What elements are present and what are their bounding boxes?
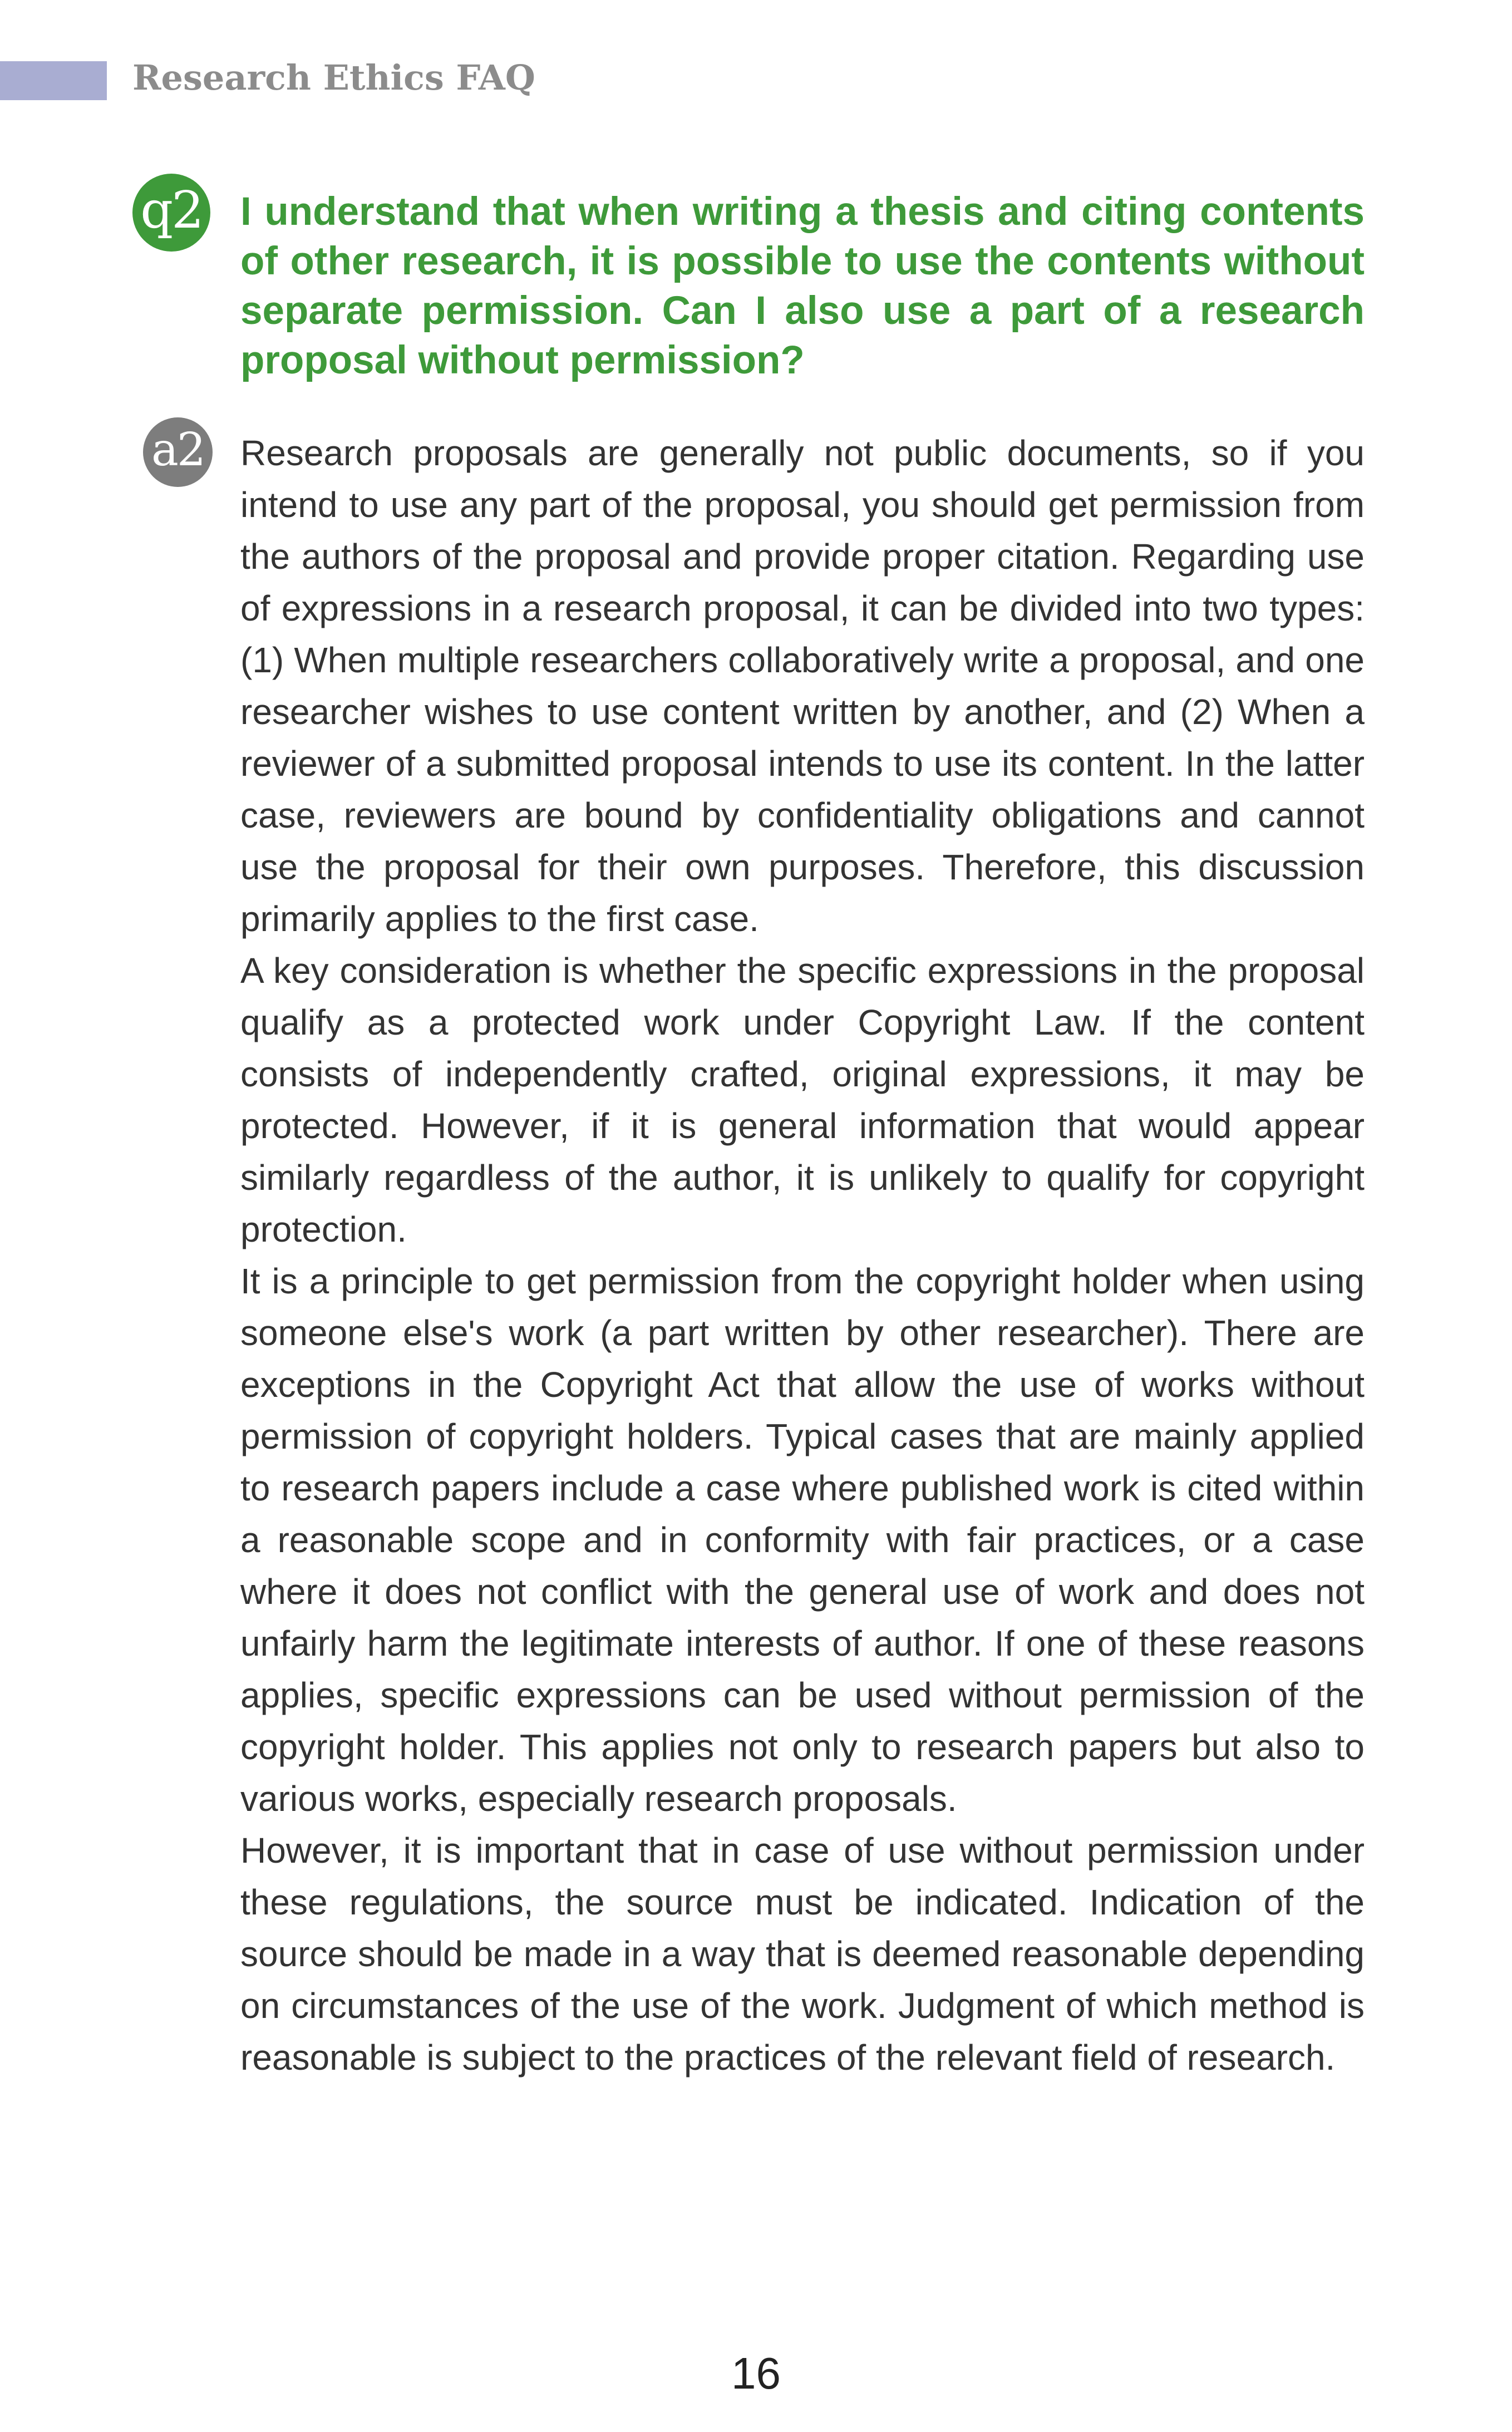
answer-paragraph: Research proposals are generally not public documents, so if you intend to use any part of the proposal, you should get permission from the authors of the proposal and provide proper citation. Regarding use of expressions in a research proposal, it can be divided into two types: (1) When multiple researchers collaboratively write a proposal, and one researcher wishes to use content written by another, and (2) When a reviewer of a submitted proposal intends to use its content. In the latter case, reviewers are bound by confidentiality obligations and cannot use the proposal for their own purposes. Therefore, this discussion primarily applies to the first case. — [240, 433, 1365, 939]
running-header-title: Research Ethics FAQ — [132, 57, 535, 98]
answer-badge: a2 — [143, 417, 213, 487]
header-accent-bar — [0, 61, 107, 100]
page-number: 16 — [731, 2349, 781, 2398]
answer-paragraph: A key consideration is whether the specific expressions in the proposal qualify as a protected work under Copyright Law. If the content consists of independently crafted, original expressions, it may be protected. However, if it is general information that would appear similarly regardless of the author, it is unlikely to qualify for copyright protection. — [240, 951, 1365, 1249]
answer-paragraph: It is a principle to get permission from the copyright holder when using someone else's work (a part written by other researcher). There are exceptions in the Copyright Act that allow the use of works without permission of copyright holders. Typical cases that are mainly applied to research papers include a case where published work is cited within a reasonable scope and in conformity with fair practices, or a case where it does not conflict with the general use of work and does not unfairly harm the legitimate interests of author. If one of these reasons applies, specific expressions can be used without permission of the copyright holder. This applies not only to research papers but also to various works, especially research proposals. — [240, 1261, 1365, 1819]
answer-paragraph: However, it is important that in case of use without permission under these regulations, the source must be indicated. Indication of the source should be made in a way that is deemed reasonable depending on circumstances of the use of the work. Judgment of which method is reasonable is subject to the practices of the relevant field of research. — [240, 1830, 1365, 2077]
question-badge: q2 — [132, 174, 210, 252]
question-text: I understand that when writing a thesis and citing contents of other research, it is possible to use the contents without separate permission. Can I also use a part of a research proposal without permission? — [240, 190, 1365, 382]
answer-body — [240, 427, 1365, 2084]
